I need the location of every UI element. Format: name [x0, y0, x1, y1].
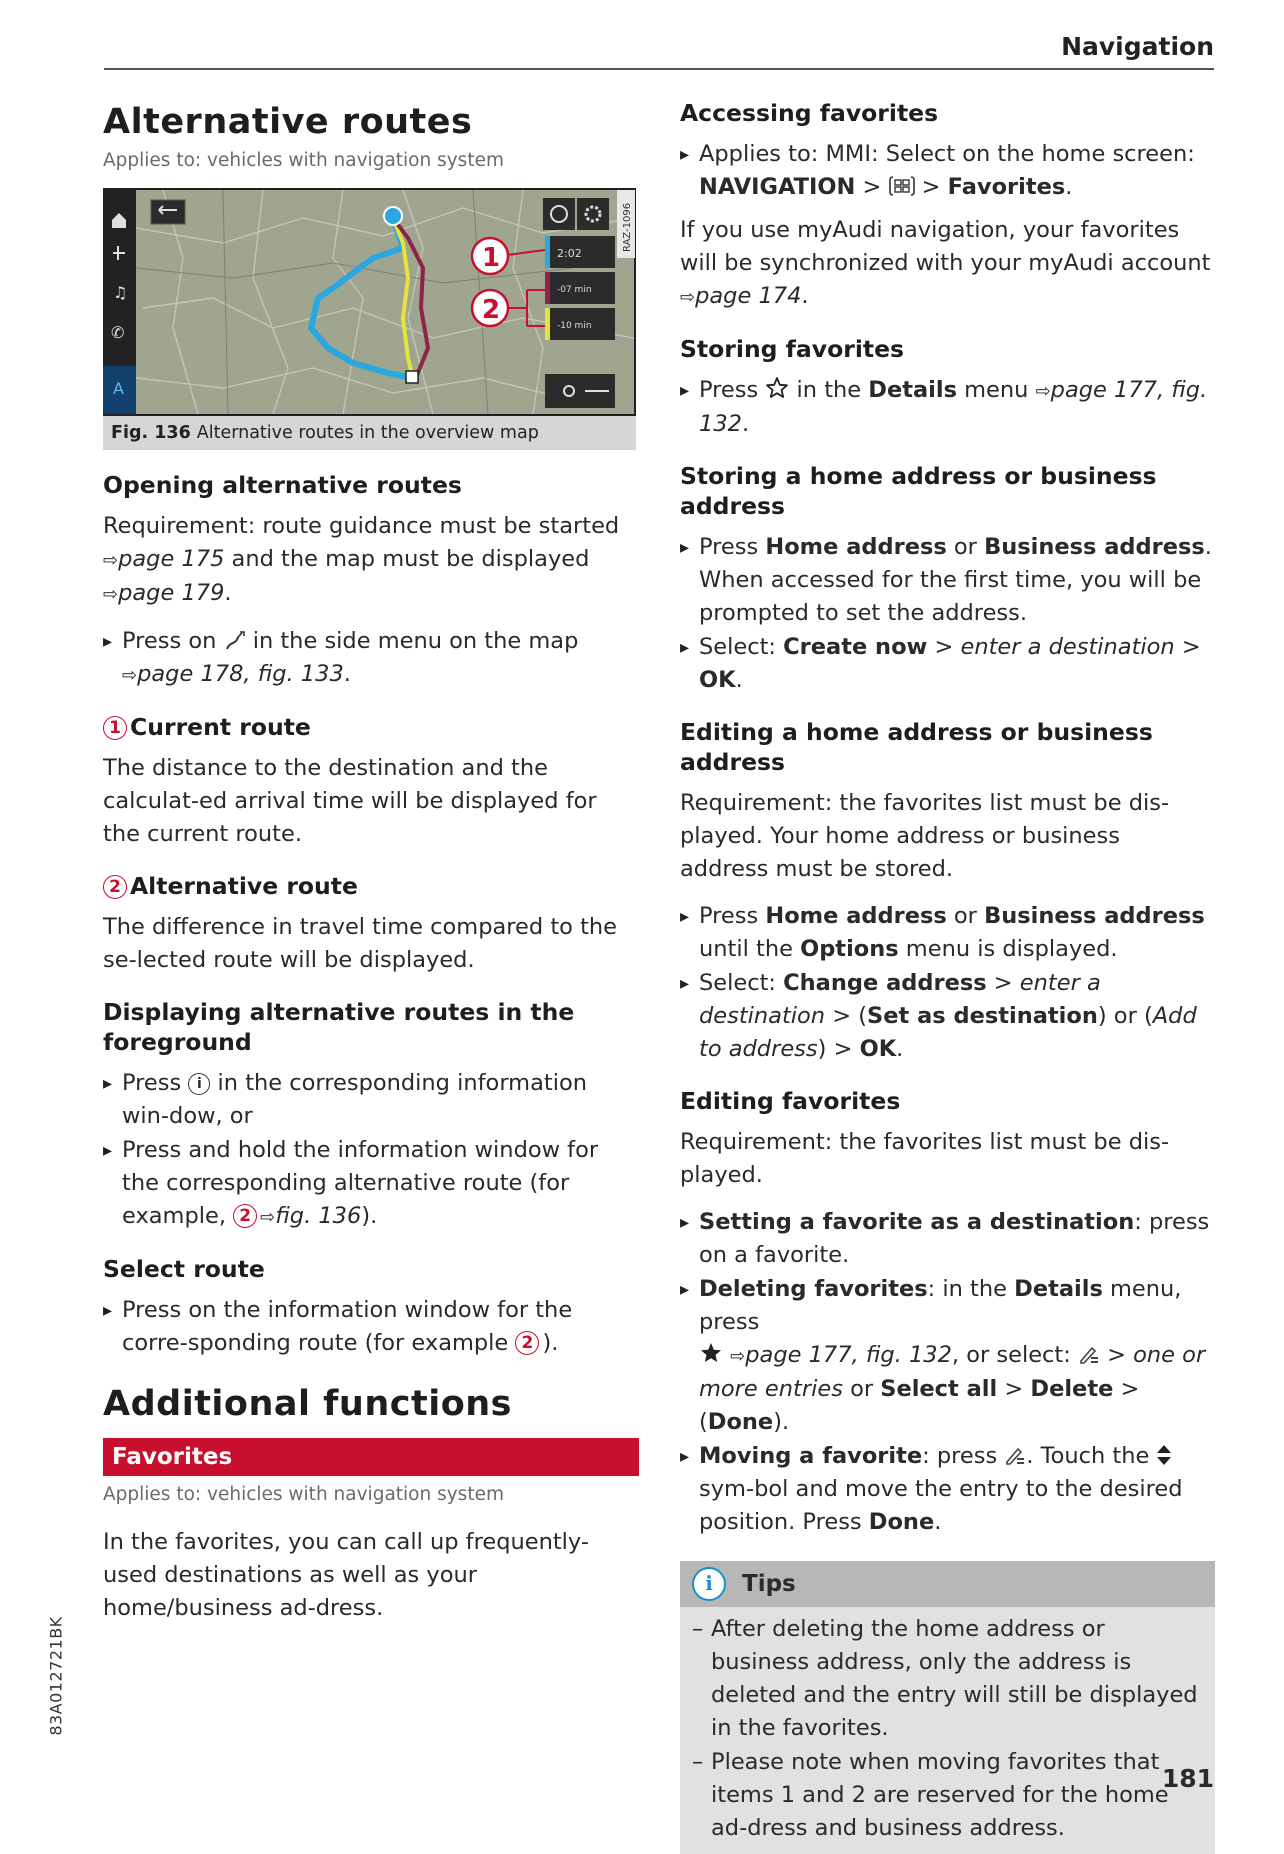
figure-136: [103, 188, 636, 450]
callout-badge-1: 1: [103, 716, 127, 740]
tips-list: [680, 1607, 1215, 1854]
list-item: ▸ Press Home address or Business address. When accessed for the first time, you will be prompted to set the address.: [680, 531, 1215, 630]
figure-code: RAZ-1096: [622, 202, 633, 252]
callout-2: 2: [482, 295, 501, 325]
route-time-alt-2: -10 min: [557, 321, 592, 331]
list-item: ▸ Press on the information window for the corre-sponding route (for example 2 ).: [103, 1294, 639, 1360]
editing-favorites-requirement: Requirement: the favorites list must be dis-played.: [680, 1129, 1170, 1188]
list-item: ▸ Select: Create now > enter a destination > OK.: [680, 631, 1215, 697]
ref-arrow-icon: ⇨: [730, 1346, 746, 1367]
ref-arrow-icon: ⇨: [1035, 381, 1051, 402]
heading-storing-home-address: Storing a home address or business address: [680, 462, 1157, 520]
info-tips-icon: i: [692, 1567, 726, 1601]
ref-fig-136[interactable]: fig. 136: [275, 1203, 362, 1229]
ref-arrow-icon: ⇨: [122, 665, 138, 686]
opening-requirement: Requirement: route guidance must be started ⇨page 175 and the map must be displayed ⇨page 179.: [103, 513, 620, 606]
callout-badge-2: 2: [103, 875, 127, 899]
figure-caption: [103, 416, 636, 450]
list-item: ▸ Press on in the side menu on the map ⇨page 178, fig. 133.: [103, 625, 639, 692]
route-time-current: 2:02: [557, 247, 582, 260]
left-column: [103, 92, 639, 1639]
callout-1: 1: [482, 243, 501, 273]
ref-page-175[interactable]: page 175: [118, 546, 225, 572]
route-time-alt-1: -07 min: [557, 285, 592, 295]
move-updown-icon: [1156, 1444, 1172, 1466]
info-icon: i: [188, 1073, 210, 1095]
current-route-text: The distance to the destination and the calculat-ed arrival time will be displayed for the current route.: [103, 755, 597, 847]
applies-note: Applies to: vehicles with navigation system: [103, 150, 504, 171]
favorites-applies-note: Applies to: vehicles with navigation system: [103, 1484, 504, 1505]
heading-accessing-favorites: Accessing favorites: [680, 99, 939, 127]
ref-page-177-b[interactable]: page 177, fig. 132: [745, 1342, 952, 1368]
svg-text:A: A: [113, 379, 124, 398]
ref-arrow-icon: ⇨: [103, 550, 119, 571]
title-additional-functions: Additional functions: [103, 1384, 513, 1424]
heading-select-route: Select route: [103, 1255, 265, 1283]
editing-home-steps: [680, 900, 1215, 1066]
displaying-steps: [103, 1067, 639, 1234]
ref-page-174[interactable]: page 174: [695, 283, 802, 309]
accessing-steps: [680, 138, 1215, 204]
callout-badge-2: 2: [515, 1331, 539, 1355]
ref-page-179[interactable]: page 179: [118, 580, 225, 606]
opening-steps: [103, 625, 639, 692]
list-item: ▸ Press Home address or Business address until the Options menu is displayed.: [680, 900, 1215, 966]
svg-text:♫: ♫: [113, 283, 128, 302]
heading-displaying-alternatives: Displaying alternative routes in the foreground: [103, 998, 575, 1056]
storing-home-steps: [680, 531, 1215, 697]
heading-storing-favorites: Storing favorites: [680, 335, 905, 363]
heading-opening-alternative-routes: Opening alternative routes: [103, 471, 462, 499]
list-item: ▸ Moving a favorite: press . Touch the sym-bol and move the entry to the desired position. Press Done.: [680, 1440, 1215, 1539]
list-item: ▸ Deleting favorites: in the Details menu, press ⇨page 177, fig. 132, or select: > one or more entries or Select all > Delete > (Done).: [680, 1273, 1215, 1439]
list-item: ▸ Applies to: MMI: Select on the home screen: NAVIGATION > > Favorites.: [680, 138, 1215, 204]
edit-list-icon: [1004, 1444, 1026, 1466]
list-item: ▸ Select: Change address > enter a destination > (Set as destination) or (Add to address) > OK.: [680, 967, 1215, 1066]
page-number: 181: [1161, 1764, 1214, 1793]
title-alternative-routes: Alternative routes: [103, 102, 473, 142]
editing-favorites-steps: [680, 1206, 1215, 1539]
overview-map-image: [103, 188, 636, 416]
heading-current-route: 1 Current route: [103, 712, 639, 742]
grid-menu-icon: [889, 175, 915, 197]
ref-arrow-icon: ⇨: [260, 1207, 276, 1228]
list-item: ▸ Press and hold the information window for the corresponding alternative route (for example, 2 ⇨fig. 136).: [103, 1134, 639, 1234]
heading-editing-favorites: Editing favorites: [680, 1087, 901, 1115]
document-code: 83A012721BK: [46, 1616, 66, 1736]
right-column: [680, 92, 1215, 1854]
ref-page-178[interactable]: page 178, fig. 133: [137, 661, 344, 687]
tips-header: [680, 1561, 1215, 1607]
editing-home-requirement: Requirement: the favorites list must be dis-played. Your home address or business address must be stored.: [680, 790, 1170, 882]
ref-arrow-icon: ⇨: [103, 584, 119, 605]
alternative-route-text: The difference in travel time compared to the se-lected route will be displayed.: [103, 914, 617, 973]
figure-caption-text: Alternative routes in the overview map: [196, 423, 539, 443]
header-rule: [104, 68, 1214, 70]
list-item: ▸ Press i in the corresponding information win-dow, or: [103, 1067, 639, 1133]
figure-label: Fig. 136: [111, 423, 191, 443]
star-outline-icon: [765, 376, 789, 400]
favorites-intro: In the favorites, you can call up frequently-used destinations as well as your home/business ad-dress.: [103, 1529, 589, 1621]
callout-badge-2: 2: [233, 1204, 257, 1228]
edit-list-icon: [1078, 1343, 1100, 1365]
ref-arrow-icon: ⇨: [680, 287, 696, 308]
select-steps: [103, 1294, 639, 1360]
section-label: Navigation: [1061, 32, 1214, 61]
route-alternatives-icon: [224, 629, 246, 651]
list-item: ▸ Press in the Details menu ⇨page 177, fig. 132.: [680, 374, 1215, 441]
accessing-sync-text: If you use myAudi navigation, your favorites will be synchronized with your myAudi account ⇨page 174.: [680, 217, 1211, 309]
svg-text:✆: ✆: [111, 323, 125, 342]
heading-editing-home-address: Editing a home address or business address: [680, 718, 1153, 776]
star-filled-icon: [699, 1341, 723, 1365]
ref-page-177[interactable]: page 177, fig. 132: [699, 377, 1208, 437]
list-item: – Please note when moving favorites that items 1 and 2 are reserved for the home ad-dress and business address.: [692, 1746, 1203, 1845]
list-item: ▸ Setting a favorite as a destination: press on a favorite.: [680, 1206, 1215, 1272]
list-item: – After deleting the home address or business address, only the address is deleted and the entry will still be displayed in the favorites.: [692, 1613, 1203, 1745]
tips-title: Tips: [742, 1570, 796, 1597]
tips-box: [680, 1561, 1215, 1854]
heading-alternative-route: 2 Alternative route: [103, 871, 639, 901]
favorites-banner: Favorites: [103, 1438, 639, 1476]
storing-steps: [680, 374, 1215, 441]
